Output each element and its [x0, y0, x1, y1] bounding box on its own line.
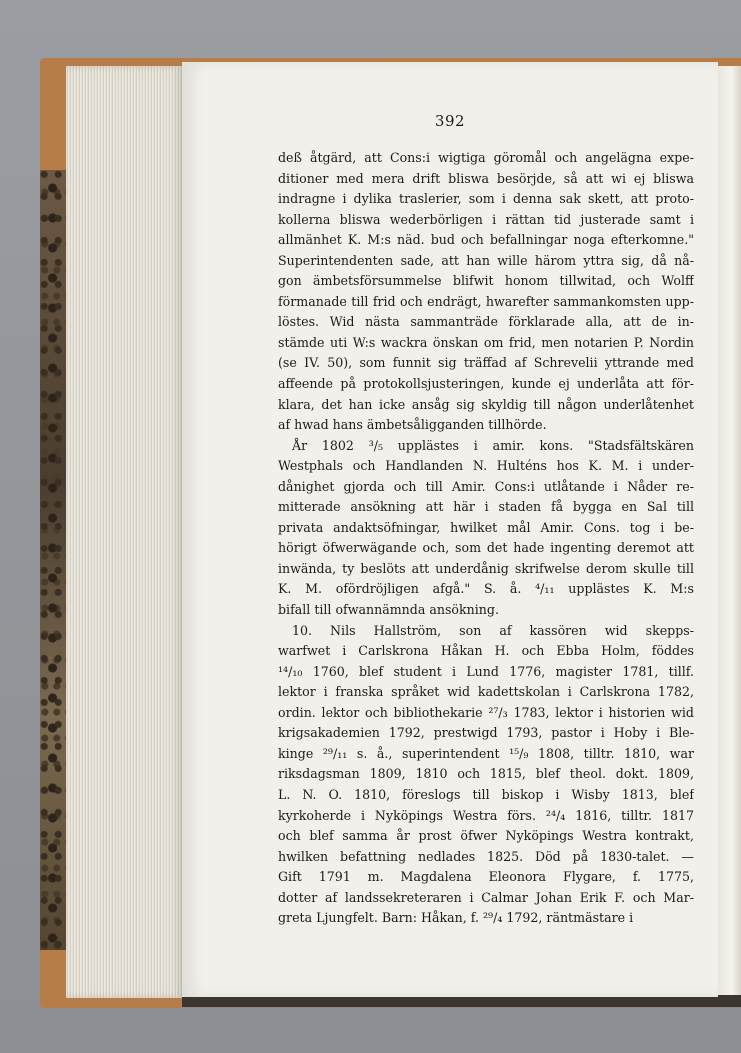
text-line: ¹⁴/₁₀ 1760, blef student i Lund 1776, magister 1781, tillf.: [278, 663, 694, 679]
text-line: hörigt öfwerwägande och, som det hade ingenting deremot att: [278, 540, 694, 556]
text-line: (se IV. 50), som funnit sig träffad af Schrevelii yttrande med: [278, 355, 694, 371]
text-line: Westphals och Handlanden N. Hulténs hos K. M. i under-: [278, 458, 694, 474]
text-line: hwilken befattning nedlades 1825. Död på 1830-talet. —: [278, 848, 694, 864]
text-line: privata andaktsöfningar, hwilket mål Amir. Cons. tog i be-: [278, 519, 694, 535]
text-line: stämde uti W:s wackra önskan om frid, men notarien P. Nordin: [278, 334, 694, 350]
text-line: allmänhet K. M:s näd. bud och befallningar noga efterkomne.": [278, 232, 694, 248]
text-line: År 1802 ³/₅ upplästes i amir. kons. "Stadsfältskären: [292, 437, 694, 453]
text-line: bifall till ofwannämnda ansökning.: [278, 602, 499, 618]
text-line: förmanade till frid och endrägt, hwarefter sammankomsten upp-: [278, 293, 694, 309]
text-line: ordin. lektor och bibliothekarie ²⁷/₃ 1783, lektor i historien wid: [278, 704, 694, 720]
text-line: greta Ljungfelt. Barn: Håkan, f. ²⁹/₄ 1792, räntmästare i: [278, 910, 634, 926]
text-line: indragne i dylika traslerier, som i denna sak skett, att proto-: [278, 191, 694, 207]
text-line: och blef samma år prost öfwer Nyköpings Westra kontrakt,: [278, 828, 694, 844]
text-line: ditioner med mera drift bliswa besörjde, så att wi ej bliswa: [278, 170, 694, 186]
text-line: K. M. ofördröjligen afgå." S. å. ⁴/₁₁ upplästes K. M:s: [278, 581, 694, 597]
text-line: warfwet i Carlskrona Håkan H. och Ebba Holm, föddes: [278, 643, 694, 659]
text-line: kyrkoherde i Nyköpings Westra förs. ²⁴/₄ 1816, tilltr. 1817: [278, 807, 694, 823]
text-line: L. N. O. 1810, föreslogs till biskop i Wisby 1813, blef: [278, 786, 694, 802]
text-line: gon ämbetsförsummelse blifwit honom tillwitad, och Wolff: [278, 273, 694, 289]
text-line: deß åtgärd, att Cons:i wigtiga göromål och angelägna expe-: [278, 150, 694, 165]
text-line: kinge ²⁹/₁₁ s. å., superintendent ¹⁵/₉ 1808, tilltr. 1810, war: [278, 745, 694, 761]
text-line: inwända, ty beslöts att underdånig skrifwelse derom skulle till: [278, 560, 694, 576]
text-line: af hwad hans ämbetsåligganden tillhörde.: [278, 417, 547, 433]
page-stack-edges: [66, 66, 184, 998]
text-line: affeende på protokollsjusteringen, kunde ej underlåta att för-: [278, 376, 694, 392]
body-text: [278, 148, 694, 929]
text-line: Superintendenten sade, att han wille härom yttra sig, då nå-: [278, 252, 694, 268]
text-line: lektor i franska språket wid kadettskolan i Carlskrona 1782,: [278, 684, 694, 700]
text-line: löstes. Wid nästa sammanträde förklarade alla, att de in-: [278, 314, 694, 330]
text-line: mitterade ansökning att här i staden få bygga en Sal till: [278, 499, 694, 515]
text-line: kollerna bliswa wederbörligen i rättan tid justerade samt i: [278, 211, 694, 227]
printed-page: [182, 62, 718, 997]
page-number: 392: [434, 112, 466, 130]
text-line: krigsakademien 1792, prestwigd 1793, pastor i Hoby i Ble-: [278, 725, 694, 741]
text-line: riksdagsman 1809, 1810 och 1815, blef theol. dokt. 1809,: [278, 766, 694, 782]
text-line: dotter af landssekreteraren i Calmar Johan Erik F. och Mar-: [278, 889, 694, 905]
text-line: dånighet gjorda och till Amir. Cons:i utlåtande i Nåder re-: [278, 478, 694, 494]
text-line: 10. Nils Hallström, son af kassören wid skepps-: [292, 622, 694, 638]
next-page-edge: [718, 66, 741, 996]
text-line: klara, det han icke ansåg sig skyldig till någon underlåtenhet: [278, 396, 694, 412]
text-line: Gift 1791 m. Magdalena Eleonora Flygare, f. 1775,: [278, 869, 694, 885]
